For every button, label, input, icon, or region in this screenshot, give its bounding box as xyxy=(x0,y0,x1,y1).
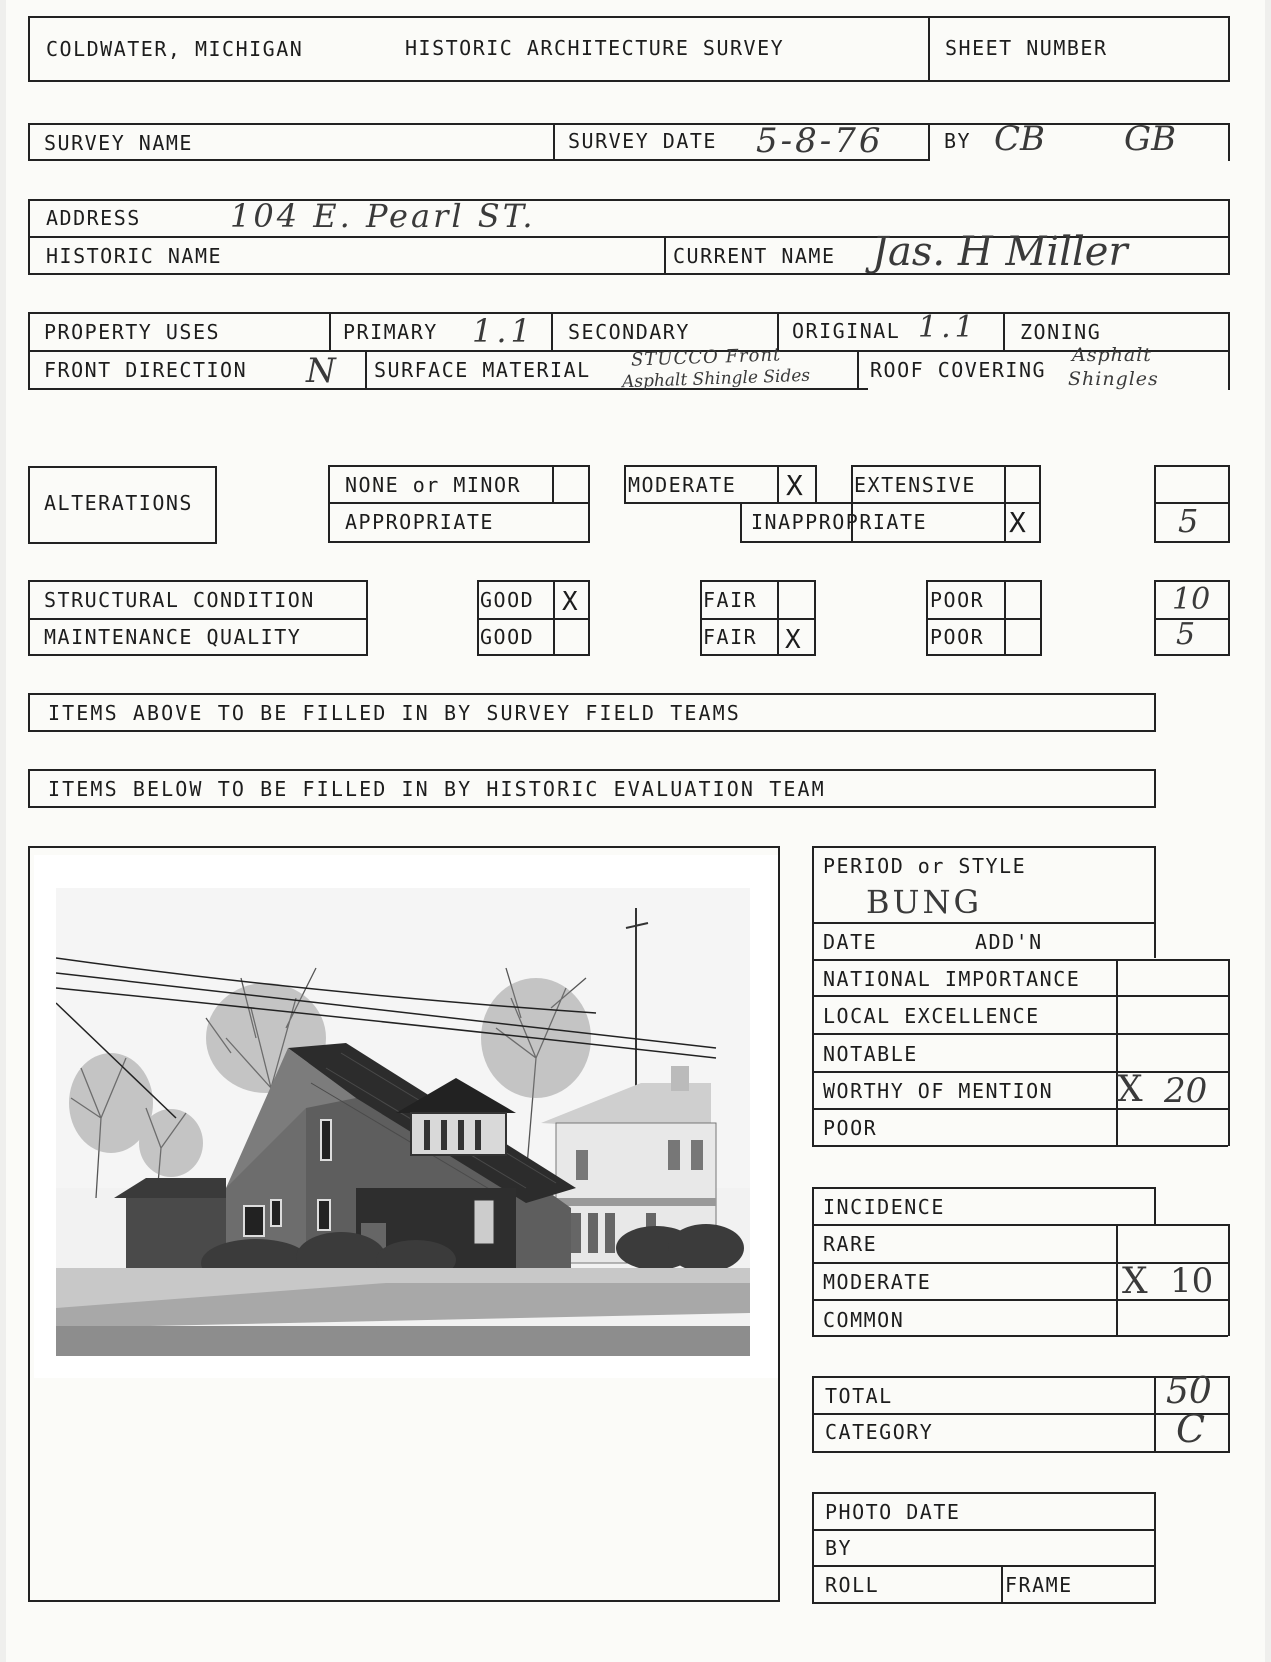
none-minor-check-divider xyxy=(552,465,554,502)
incidence-moderate-score: 10 xyxy=(1170,1261,1214,1301)
rare-label: RARE xyxy=(823,1232,878,1256)
photo-by-label: BY xyxy=(825,1536,853,1560)
maintenance-good-label: GOOD xyxy=(480,625,535,649)
zoning-label: ZONING xyxy=(1020,320,1102,344)
common-label: COMMON xyxy=(823,1308,905,1332)
moderate-mark: X xyxy=(786,469,805,502)
moderate-check-divider xyxy=(777,465,779,504)
uses-divider-1 xyxy=(329,312,331,350)
none-minor-label: NONE or MINOR xyxy=(345,473,522,497)
photo-panel-top xyxy=(28,846,780,848)
moderate-row-top xyxy=(812,1262,1228,1264)
national-row-top xyxy=(812,959,1228,961)
none-minor-mid-line xyxy=(328,502,590,504)
rating-check-divider xyxy=(1116,959,1118,1146)
uses-bottom-line xyxy=(28,388,868,390)
total-label: TOTAL xyxy=(825,1384,893,1408)
maintenance-score: 5 xyxy=(1176,617,1196,652)
uses-divider-2 xyxy=(551,312,553,350)
roof-covering-label: ROOF COVERING xyxy=(870,358,1047,382)
above-note-right xyxy=(1154,693,1156,732)
address-label: ADDRESS xyxy=(46,206,141,230)
original-value: 1.1 xyxy=(918,310,978,345)
addn-label: ADD'N xyxy=(975,930,1043,954)
rare-row-top xyxy=(812,1224,1228,1226)
worthy-score: 20 xyxy=(1164,1071,1208,1111)
date-label: DATE xyxy=(823,930,878,954)
incidence-bottom xyxy=(812,1335,1228,1337)
survey-date-label: SURVEY DATE xyxy=(568,129,717,153)
inappropriate-mark: X xyxy=(1009,506,1028,539)
front-direction-label: FRONT DIRECTION xyxy=(44,358,248,382)
uses-left-edge xyxy=(28,312,30,390)
incidence-moderate-label: MODERATE xyxy=(823,1270,932,1294)
date-row-top xyxy=(812,922,1154,924)
photo-panel-bottom xyxy=(28,1600,780,1602)
front-divider-2 xyxy=(857,350,859,390)
photo-info-line-2 xyxy=(812,1565,1156,1567)
roof-covering-line1: Asphalt xyxy=(1072,344,1152,366)
incidence-right xyxy=(1154,1187,1156,1226)
incidence-moderate-mark: X xyxy=(1122,1261,1148,1302)
good-mid xyxy=(477,618,590,620)
uses-mid-line xyxy=(28,350,1230,352)
rating-right xyxy=(1228,959,1230,1146)
current-name-value: Jas. H Miller xyxy=(872,229,1128,275)
survey-name-label: SURVEY NAME xyxy=(44,131,193,155)
good-check-divider xyxy=(553,580,555,656)
survey-divider-1 xyxy=(553,123,555,161)
alterations-score: 5 xyxy=(1178,502,1199,540)
rating-bottom xyxy=(812,1145,1228,1147)
survey-right-edge xyxy=(1228,123,1230,161)
address-left-edge xyxy=(28,199,30,275)
current-name-label: CURRENT NAME xyxy=(673,244,836,268)
alterations-label: ALTERATIONS xyxy=(44,491,193,515)
uses-divider-4 xyxy=(1003,312,1005,350)
secondary-label: SECONDARY xyxy=(568,320,690,344)
local-row-top xyxy=(812,995,1228,997)
totals-divider xyxy=(1154,1376,1156,1453)
surface-material-line1: STUCCO Front xyxy=(630,344,782,371)
photo-info-line-1 xyxy=(812,1529,1156,1531)
below-note-bottom xyxy=(28,806,1156,808)
national-importance-label: NATIONAL IMPORTANCE xyxy=(823,967,1081,991)
above-note-bottom xyxy=(28,730,1156,732)
above-note-top xyxy=(28,693,1156,695)
address-top-line xyxy=(28,199,1230,201)
period-value: BUNG xyxy=(866,883,983,921)
local-excellence-label: LOCAL EXCELLENCE xyxy=(823,1004,1040,1028)
survey-by-label: BY xyxy=(944,129,972,153)
totals-mid xyxy=(812,1413,1230,1415)
form-title: HISTORIC ARCHITECTURE SURVEY xyxy=(405,36,785,60)
fair-check-divider xyxy=(777,580,779,656)
photo-panel-right xyxy=(778,846,780,1602)
maintenance-quality-label: MAINTENANCE QUALITY xyxy=(44,625,302,649)
roof-covering-line2: Shingles xyxy=(1068,368,1159,390)
header-divider xyxy=(928,16,930,82)
city-label: COLDWATER, MICHIGAN xyxy=(46,37,304,61)
notable-row-top xyxy=(812,1033,1228,1035)
fair-mid xyxy=(700,618,816,620)
survey-by-value: CB xyxy=(994,119,1045,159)
structural-fair-label: FAIR xyxy=(703,588,758,612)
incidence-label: INCIDENCE xyxy=(823,1195,945,1219)
original-label: ORIGINAL xyxy=(792,319,901,343)
uses-right-edge xyxy=(1228,312,1230,390)
structural-score: 10 xyxy=(1172,582,1211,617)
name-divider xyxy=(664,236,666,275)
structural-condition-label: STRUCTURAL CONDITION xyxy=(44,588,315,612)
notable-label: NOTABLE xyxy=(823,1042,918,1066)
appropriate-label: APPROPRIATE xyxy=(345,510,494,534)
photo-date-label: PHOTO DATE xyxy=(825,1500,961,1524)
worthy-mark: X xyxy=(1117,1069,1143,1110)
inappropriate-label: INAPPROPRIATE xyxy=(751,510,928,534)
below-note-top xyxy=(28,769,1156,771)
worthy-label: WORTHY OF MENTION xyxy=(823,1079,1054,1103)
category-label: CATEGORY xyxy=(825,1420,934,1444)
incidence-check-divider xyxy=(1116,1224,1118,1336)
period-right xyxy=(1154,846,1156,958)
common-row-top xyxy=(812,1299,1228,1301)
uses-top-line xyxy=(28,312,1230,314)
period-top xyxy=(812,846,1154,848)
surface-material-label: SURFACE MATERIAL xyxy=(374,358,591,382)
poor-row-top xyxy=(812,1108,1228,1110)
maintenance-poor-label: POOR xyxy=(930,625,985,649)
survey-left-edge xyxy=(28,123,30,161)
front-divider-1 xyxy=(365,350,367,390)
survey-date-value: 5-8-76 xyxy=(756,121,884,161)
surface-material-line2: Asphalt Shingle Sides xyxy=(621,365,811,393)
poor-check-divider xyxy=(1004,580,1006,656)
above-note-left xyxy=(28,693,30,732)
survey-top-line xyxy=(28,123,1230,125)
address-right-edge xyxy=(1228,199,1230,275)
house-photo xyxy=(56,888,750,1356)
sheet-number-label: SHEET NUMBER xyxy=(945,36,1108,60)
survey-by-value-2: GB xyxy=(1124,119,1177,159)
property-uses-label: PROPERTY USES xyxy=(44,320,221,344)
primary-label: PRIMARY xyxy=(343,320,438,344)
frame-label: FRAME xyxy=(1005,1573,1073,1597)
below-note-right xyxy=(1154,769,1156,808)
period-label: PERIOD or STYLE xyxy=(823,854,1027,878)
maintenance-fair-mark: X xyxy=(785,625,803,655)
roll-frame-divider xyxy=(1001,1565,1003,1604)
above-note-text: ITEMS ABOVE TO BE FILLED IN BY SURVEY FIELD TEAMS xyxy=(48,701,741,725)
historic-name-label: HISTORIC NAME xyxy=(46,244,223,268)
incidence-top xyxy=(812,1187,1154,1189)
structural-good-mark: X xyxy=(562,587,580,617)
below-note-text: ITEMS BELOW TO BE FILLED IN BY HISTORIC EVALUATION TEAM xyxy=(48,777,826,801)
survey-divider-2 xyxy=(928,123,930,161)
primary-value: 1.1 xyxy=(472,312,535,350)
below-note-left xyxy=(28,769,30,808)
structural-good-label: GOOD xyxy=(480,588,535,612)
poor-mid xyxy=(926,618,1042,620)
maintenance-fair-label: FAIR xyxy=(703,625,758,649)
incidence-score-right xyxy=(1228,1224,1230,1336)
structural-poor-label: POOR xyxy=(930,588,985,612)
extensive-label: EXTENSIVE xyxy=(854,473,976,497)
roll-label: ROLL xyxy=(825,1573,880,1597)
condition-label-mid xyxy=(28,618,368,620)
photo-panel-left xyxy=(28,846,30,1602)
moderate-label: MODERATE xyxy=(628,473,737,497)
eval-poor-label: POOR xyxy=(823,1116,878,1140)
front-direction-value: N xyxy=(306,351,336,391)
address-value: 104 E. Pearl ST. xyxy=(230,197,536,235)
category-value: C xyxy=(1176,1407,1206,1451)
total-value: 50 xyxy=(1166,1371,1212,1412)
